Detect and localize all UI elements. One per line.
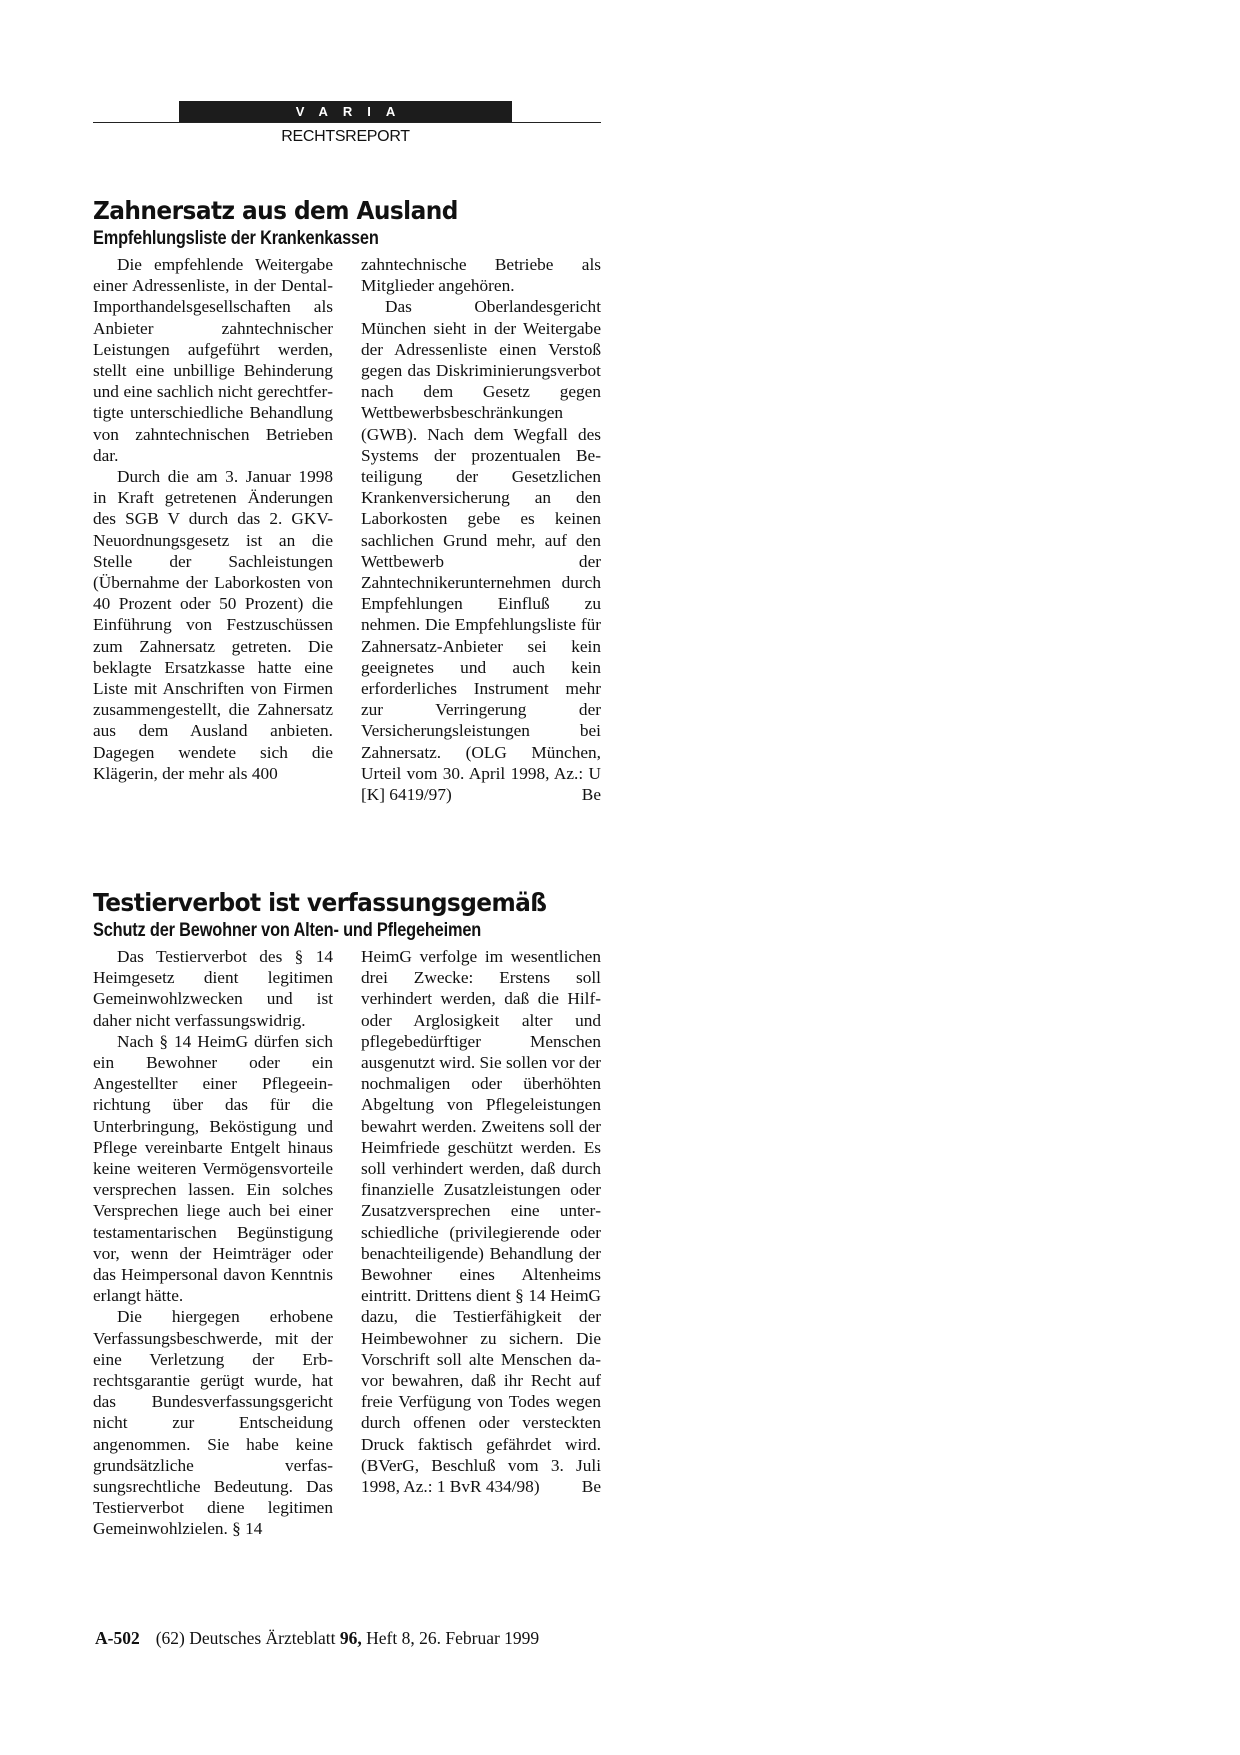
- page-footer: [95, 1628, 539, 1649]
- paragraph: Das Testierverbot des § 14 Heimgesetz dient legitimen Gemeinwohlzwecken und ist daher nicht verfassungswidrig.: [93, 947, 333, 1030]
- author-signature: Be: [581, 785, 601, 805]
- paragraph: Durch die am 3. Januar 1998 in Kraft getretenen Änderungen des SGB V durch das 2. GKV-Neuordnungsgesetz ist an die Stelle der Sachleistungen (Übernahme der Laborkosten von 40 Prozent oder 50 Prozent) die Einführung von Festzuschüssen zum Zahnersatz getreten. Die beklagte Ersatzkasse hatte eine Liste mit Anschriften von Firmen zusammengestellt, die Zahnersatz aus dem Ausland anbieten. Dagegen wendete sich die Klägerin, der mehr als 400: [93, 467, 333, 783]
- column-left: [93, 254, 333, 805]
- paragraph: Die empfehlende Weitergabe einer Adressenliste, in der Dental-Importhandelsgesellschaften als Anbieter zahntechnischer Leistungen aufgeführt werden, stellt eine unbillige Behinderung und eine sachlich nicht gerechtfertigte unterschiedliche Behandlung von zahntechnischen Betrieben dar.: [93, 255, 333, 465]
- page-number: A-502: [95, 1628, 140, 1648]
- footer-volume: 96,: [339, 1628, 362, 1648]
- author-signature: Be: [581, 1477, 601, 1497]
- paragraph: zahntechnische Betriebe als Mitglieder angehören.: [361, 255, 601, 296]
- section-label: VARIA: [179, 101, 512, 122]
- article-subtitle: Empfehlungsliste der Krankenkassen: [93, 228, 379, 249]
- paragraph: Nach § 14 HeimG dürfen sich ein Bewohner oder ein Angestellter einer Pflegeeinrichtung über das für die Unterbringung, Beköstigung und Pflege vereinbarte Entgelt hinaus keine weiteren Vermögensvorteile versprechen lassen. Ein solches Versprechen liege auch bei einer testamentarischen Begünstigung vor, wenn der Heimträger oder das Heimpersonal davon Kenntnis erlangt hätte.: [93, 1031, 333, 1306]
- article-title: Testierverbot ist verfassungsgemäß: [93, 888, 547, 917]
- footer-citation-pre: (62) Deutsches Ärzteblatt: [155, 1628, 340, 1648]
- article-testierverbot: [93, 888, 601, 1540]
- column-right: [361, 946, 601, 1540]
- paragraph: [361, 946, 601, 1497]
- footer-citation-post: Heft 8, 26. Februar 1999: [361, 1628, 540, 1648]
- article-subtitle: Schutz der Bewohner von Alten- und Pflegeheimen: [93, 920, 482, 941]
- article-body: [93, 254, 601, 805]
- paragraph-text: HeimG verfolge im wesentlichen drei Zwecke: Erstens soll verhindert werden, daß die Hilf- oder Arglosigkeit alter und pflegebedürftiger Menschen ausgenutzt wird. Sie sollen vor der nochmaligen oder überhöhten Abgeltung von Pflegeleistungen bewahrt werden. Zweitens soll der Heimfriede geschützt werden. Es soll verhindert werden, daß durch finanzielle Zusatzleistungen oder Zusatzversprechen eine unterschiedliche (privilegierende oder benachteiligende) Behandlung der Bewohner eines Altenheims eintritt. Drittens dient § 14 HeimG dazu, die Testierfähigkeit der Heimbewohner zu sichern. Die Vorschrift soll alte Menschen davor bewahren, daß ihr Recht auf freie Verfügung von Todes wegen durch offenen oder versteckten Druck faktisch gefährdet wird. (BVerG, Beschluß vom 3. Juli 1998, Az.: 1 BvR 434/98): [361, 947, 601, 1497]
- article-title: Zahnersatz aus dem Ausland: [93, 196, 458, 225]
- article-body: [93, 946, 601, 1540]
- paragraph: [361, 296, 601, 805]
- subsection-label: RECHTSREPORT: [281, 128, 410, 145]
- column-left: [93, 946, 333, 1540]
- column-right: [361, 254, 601, 805]
- paragraph: Die hiergegen erhobene Verfassungsbeschwerde, mit der eine Verletzung der Erbrechtsgarantie gerügt wurde, hat das Bundesverfassungsgericht nicht zur Entscheidung angenommen. Sie habe keine grundsätzliche verfassungsrechtliche Bedeutung. Das Testierverbot diene legitimen Gemeinwohlzielen. § 14: [93, 1307, 333, 1539]
- paragraph-text: Das Oberlandesgericht München sieht in der Weitergabe der Adressenliste einen Verstoß gegen das Diskriminierungsverbot nach dem Gesetz gegen Wettbewerbsbeschränkungen (GWB). Nach dem Wegfall des Systems der prozentualen Beteiligung der Gesetzlichen Krankenversicherung an den Laborkosten gebe es keinen sachlichen Grund mehr, auf den Wettbewerb der Zahntechnikerunternehmen durch Empfehlungen Einfluß zu nehmen. Die Empfehlungsliste für Zahnersatz-Anbieter sei kein geeignetes und auch kein erforderliches Instrument mehr zur Verringerung der Versicherungsleistungen bei Zahnersatz. (OLG München, Urteil vom 30. April 1998, Az.: U [K] 6419/97): [361, 297, 601, 805]
- header-rule: [93, 122, 601, 123]
- article-zahnersatz: [93, 196, 601, 805]
